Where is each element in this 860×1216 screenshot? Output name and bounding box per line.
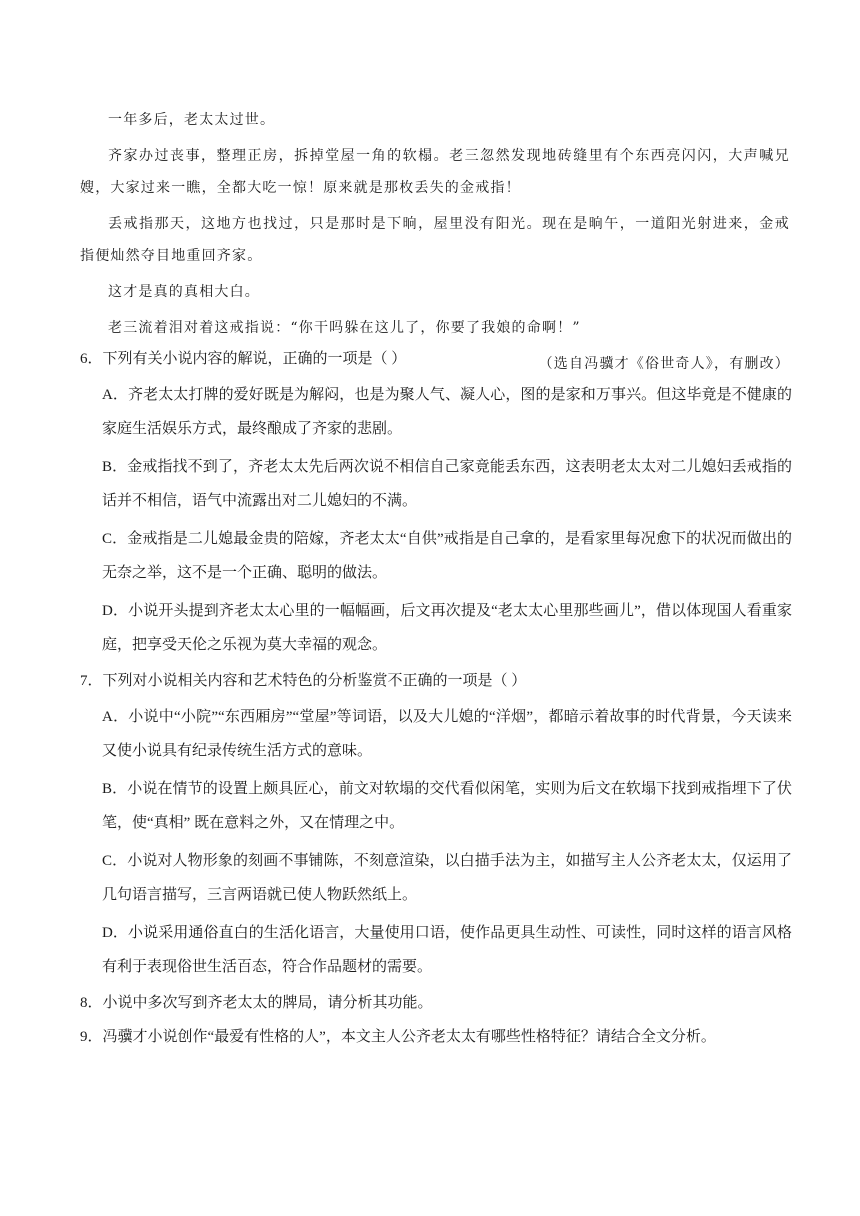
option-d: D．小说采用通俗直白的生活化语言，大量使用口语，使作品更具生动性、可读性，同时这样的语言风格有利于表现俗世生活百态，符合作品题材的需要。: [102, 925, 792, 975]
story-paragraph: 老三流着泪对着这戒指说：“你干吗躲在这儿了，你要了我娘的命啊！”: [108, 320, 581, 336]
question-9: 9．冯骥才小说创作“最爱有性格的人”，本文主人公齐老太太有哪些性格特征？请结合全文分析。: [80, 1029, 716, 1045]
story-paragraph: 齐家办过丧事，整理正房，拆掉堂屋一角的软榻。老三忽然发现地砖缝里有个东西亮闪闪，大声喊兄嫂，大家过来一瞧，全都大吃一惊！原来就是那枚丢失的金戒指！: [80, 148, 790, 196]
question-8: 8．小说中多次写到齐老太太的牌局，请分析其功能。: [80, 995, 433, 1011]
question-7: [80, 666, 792, 984]
question-stem: 6．下列有关小说内容的解说，正确的一项是（ ）: [80, 351, 407, 367]
option-a: A．小说中“小院”“东西厢房”“堂屋”等词语，以及大儿媳的“洋烟”，都暗示着故事的时代背景，今天读来又使小说具有纪录传统生活方式的意味。: [102, 709, 792, 759]
question-6: [80, 344, 792, 662]
story-paragraph: 这才是真的真相大白。: [108, 284, 260, 300]
story-source: （选自冯骥才《俗世奇人》，有删改）: [538, 356, 790, 372]
option-a: A．齐老太太打牌的爱好既是为解闷，也是为聚人气、凝人心，图的是家和万事兴。但这毕竟是不健康的家庭生活娱乐方式，最终酿成了齐家的悲剧。: [102, 387, 792, 437]
option-c: C．金戒指是二儿媳最金贵的陪嫁，齐老太太“自供”戒指是自己拿的，是看家里每况愈下的状况而做出的无奈之举，这不是一个正确、聪明的做法。: [102, 531, 792, 581]
option-c: C．小说对人物形象的刻画不事铺陈，不刻意渲染，以白描手法为主，如描写主人公齐老太太，仅运用了几句语言描写，三言两语就已使人物跃然纸上。: [102, 853, 792, 903]
option-d: D．小说开头提到齐老太太心里的一幅幅画，后文再次提及“老太太心里那些画儿”，借以体现国人看重家庭，把享受天伦之乐视为莫大幸福的观念。: [102, 603, 792, 653]
story-paragraph: 一年多后，老太太过世。: [108, 112, 276, 128]
story-excerpt: [80, 104, 790, 384]
story-paragraph: 丢戒指那天，这地方也找过，只是那时是下晌，屋里没有阳光。现在是晌午，一道阳光射进来，金戒指便灿然夺目地重回齐家。: [80, 216, 790, 264]
question-list: [80, 344, 792, 1056]
option-b: B．金戒指找不到了，齐老太太先后两次说不相信自己家竟能丢东西，这表明老太太对二儿媳妇丢戒指的话并不相信，语气中流露出对二儿媳妇的不满。: [102, 459, 792, 509]
question-stem: 7．下列对小说相关内容和艺术特色的分析鉴赏不正确的一项是（ ）: [80, 673, 527, 689]
option-b: B．小说在情节的设置上颇具匠心，前文对软塌的交代看似闲笔，实则为后文在软塌下找到戒指埋下了伏笔，使“真相” 既在意料之外，又在情理之中。: [102, 781, 792, 831]
